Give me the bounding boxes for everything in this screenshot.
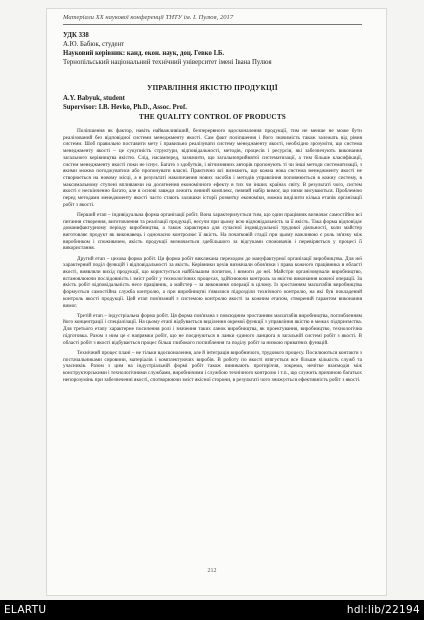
repository-name: ELARTU: [4, 604, 47, 616]
running-header: Матеріали ХX наукової конференції ТНТУ ім. І. Пулюя, 2017: [63, 14, 234, 21]
paragraph-2: Перший етап – індивідуальна форма організації робіт. Вона характеризується тим, що один працівник визначає самостійно всі питання створення, виготовлення та реалізації продукції, несучи при цьому всю відповідальність за її якість. Така форма відповідає доманифактурному періоду виробництва, а також характерна для сучасної індивідуальної трудової діяльності, коли майстер виготовляє продукт як виконавець і одночасно контролює її якість. На початковій стадії при цьому важливою є роль зв'язку між виробником і споживачем, якість продукції визначається здебільшого за відгуками споживачів і перевіряється у процесі її використання.: [63, 211, 362, 252]
paragraph-1: Поліпшення як фактор, навіть найважливіший, безперервного вдосконалення продукції, тим не менше не може бути реалізований без відповідної системи менеджменту якості. Сам факт поліпшення і його значимість також залежать від рівня системи. Шоб правильно поставити мету і правильно реалізувати систему менеджменту якості, необхідно зрозуміти, що система менеджменту якості – це сукупність структури, відповідальності, методів, процесів і ресурсів, які забезпечують виконання загального керівництва якістю. Слід, насамперед, зазначити, що загальноприйнятої систематизації, а тим більше класифікації, систем менеджменту якості поки не існує. Багато з здобутків, і вітчизняних авторів пропонують ті чи інші методи систематизації, з якими можна погоджуватися або пропонувати власні. Практично всі визнають, що кожна нова система менеджменту якості не створюється на новому місці, а в результаті накопичення нових засобів і методів управління поповнюється в кожну систему, в максимальному ступені впливаючи на досягнення економічного ефекту в тих чи інших країнах світу. В результаті чого, систем якості є нескінченно багато, але в основі завжди лежить певний комплекс, певний набір вимог, що ними висуваються. Проблемою перед методами менеджменту якості часто стають залишки історії розвитку економіки, можна виділити кілька етапів організації робіт з якості.: [63, 128, 362, 208]
paragraph-3: Другий етап – цехова форма робіт. Ця форма робіт викликана переходом до мануфактурної організації виробництва. Для неї характерний поділ функцій і відповідальності за якість. Керівники цехів визначали обов'язки і права кожного працівника в області якості, виявляли вихід продукції, що користується найбільшим попитом, і вимоги до неї. Майстри організовували виробництво, встановлюючи послідовність і зміст робіт у технологічних процесах, здійснюючи контроль за якістю виконання кожної операції. За якість робіт відповідальність несе працівник, а майстер – за виконання операції в цілому. Із зростанням масштабів виробництва формується самостійна служба контролю, а при виробництві з'явилися підрозділи технічного контролю, на які був покладений контроль якості продукції. Цей етап пов'язаний з системою контролю якості за кожним етапом, створений гарантом виконання вимог.: [63, 255, 362, 309]
supervisor-en: Supervisor: I.B. Hevko, Ph.D., Assoc. Prof.: [63, 104, 187, 111]
header-divider: [63, 24, 362, 25]
udc-code: УДК 338: [63, 32, 89, 39]
paragraph-5: Технічний процес плані – не тільки вдосконалення, але й інтеграція виробничого, трудового процесу. Посилюються контакти з постачальниками сировини, матеріалів і комплектуючих виробів. В роботу по якості втягується все більше кількість служб та учасників. Разом з цим на індустріальній формі робіт також виникають протиріччя, зокрема, нечітке взаємодія між конструкторськими і технологічними службами, виробничими і службою технічного контролю і т.п., що служить причиною багатьох непорозумінь при забезпеченні якості, спотворюючи зміст якісної сторони, в результаті чого знижується ефективність робіт з якості.: [63, 349, 362, 383]
handle-identifier: hdl:lib/22194: [346, 604, 420, 616]
author-ua: А.Ю. Бабюк, студент: [63, 41, 125, 48]
paragraph-4: Третій етап – індустріальна форма робіт. Ця форма пов'язана з повсюдним зростанням масштабів виробництва, поглибленням його концентрації і спеціалізації. На цьому етапі відбувається виділення окремої функції з управління якістю в межах підприємства. Для третього етапу характерне посилення ролі і значення таких ланок виробництва, як проектування, виробництво, технологічна підготовка. Разом з ним це є напрямки робіт, що не поєднуються в ланки єдиного ланцюга в загальній системі робіт з якості. В області робіт з якості відбувається процес більш глибокого поглиблення та поділу робіт за низкою приватних функцій.: [63, 312, 362, 346]
footer-bar: [0, 600, 424, 620]
article-body: [63, 128, 362, 387]
page-number: 212: [207, 568, 217, 574]
article-title-ua: УПРАВЛІННЯ ЯКІСТЮ ПРОДУКЦІЇ: [147, 84, 278, 92]
article-title-en: THE QUALITY CONTROL OF PRODUCTS: [138, 113, 287, 121]
author-en: A.Y. Babyuk, student: [63, 95, 125, 102]
affiliation-ua: Тернопільський національний технічний університет імені Івана Пулюя: [63, 59, 272, 66]
supervisor-ua: Науковий керівник: канд. екон. наук, доц. Гевко І.Б.: [63, 50, 225, 57]
